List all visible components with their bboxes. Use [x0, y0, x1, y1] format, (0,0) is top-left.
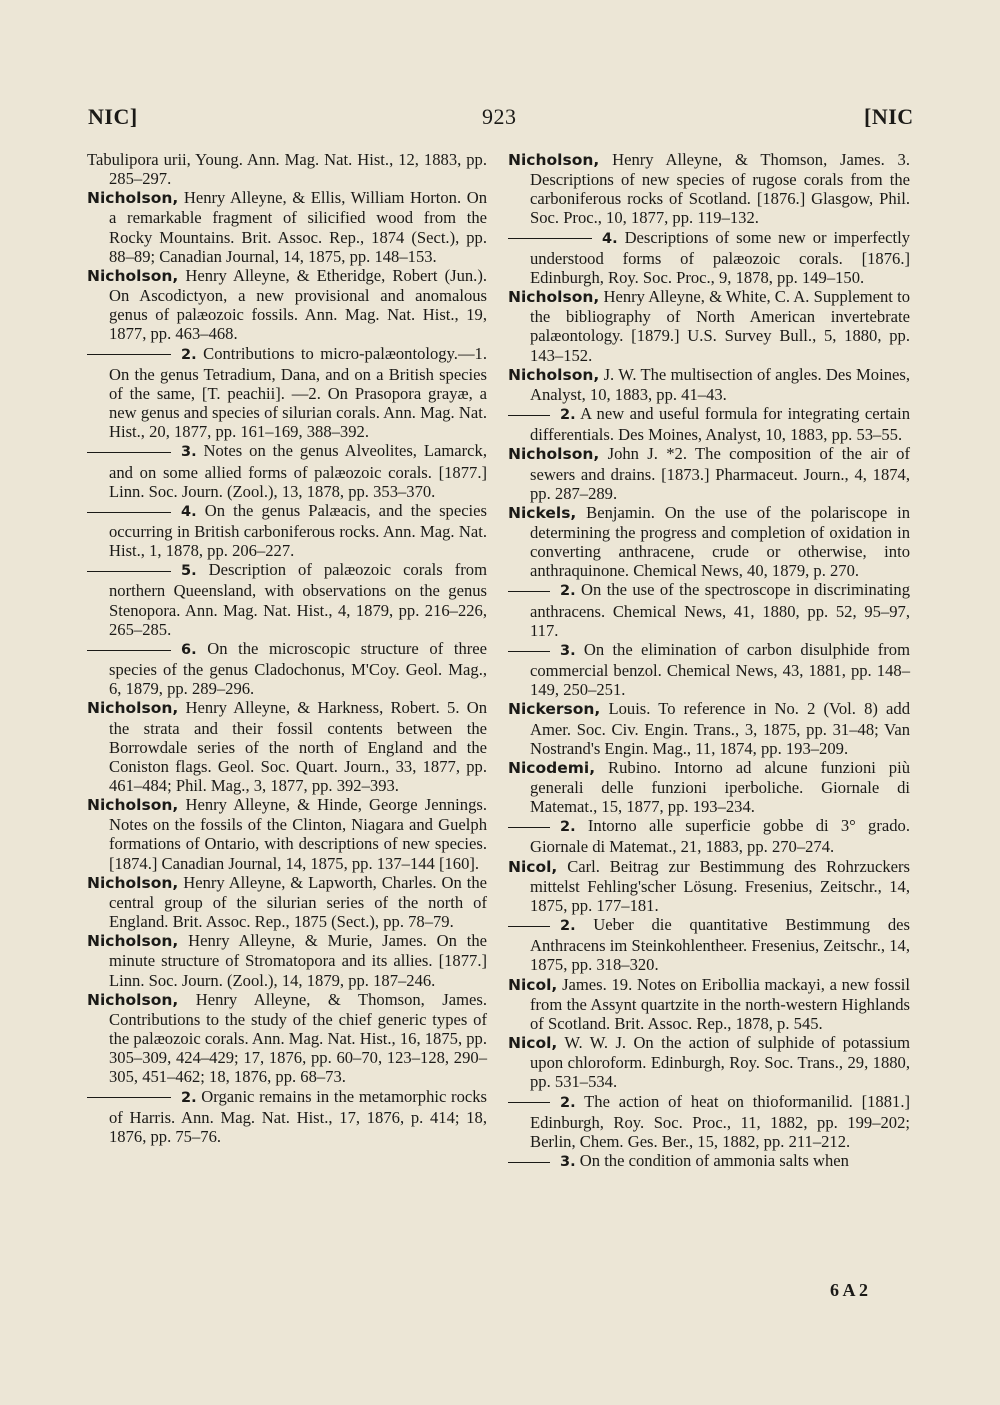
ditto-rule	[87, 650, 171, 651]
entry-text: Henry Alleyne, & Thomson, James. Contributions to the study of the chief generic types of the palæozoic corals. Ann. Mag. Nat. Hist., 16, 1875, pp. 305–309, 424–429; 17, 1876, pp. 60–70, 123–128, 290–305, 451–462; 18, 1876, pp. 68–73.	[109, 989, 487, 1087]
author-surname: Nicholson,	[87, 699, 179, 718]
entry-number: 3.	[560, 1153, 576, 1170]
author-surname: Nicholson,	[508, 445, 600, 464]
bibliography-entry	[87, 266, 487, 344]
author-surname: Nicol,	[508, 975, 558, 994]
entry-text: The action of heat on thioformanilid. [1881.] Edinburgh, Roy. Soc. Proc., 11, 1882, pp. 199–202; Berlin, Chem. Ges. Ber., 15, 1882, pp. 211–212.	[530, 1091, 910, 1151]
entry-number: 4.	[181, 503, 197, 520]
bibliography-entry	[508, 365, 910, 404]
entry-text: Henry Alleyne, & Murie, James. On the minute structure of Stromatopora and its allies. [1877.] Linn. Soc. Journ. (Zool.), 14, 1879, pp. 187–246.	[109, 931, 487, 990]
bibliography-entry	[87, 188, 487, 266]
bibliography-entry	[87, 931, 487, 989]
author-surname: Nicol,	[508, 1034, 558, 1053]
entry-text: Henry Alleyne, & Hinde, George Jennings. Notes on the fossils of the Clinton, Niagara and Guelph formations of Ontario, with descriptions of new species. [1874.] Canadian Journal, 14, 1875, pp. 137–144 [160].	[109, 795, 487, 873]
entry-text: James. 19. Notes on Eribollia mackayi, a new fossil from the Assynt quartzite in the north-western Highlands of Scotland. Brit. Assoc. Rep., 1878, p. 545.	[530, 974, 910, 1033]
entry-text: A new and useful formula for integrating certain differentials. Des Moines, Analyst, 10, 1883, pp. 53–55.	[530, 404, 910, 445]
ditto-rule	[508, 238, 592, 239]
entry-text: Organic remains in the metamorphic rocks of Harris. Ann. Mag. Nat. Hist., 17, 1876, p. 414; 18, 1876, pp. 75–76.	[109, 1086, 487, 1146]
ditto-rule	[87, 512, 171, 513]
entry-number: 4.	[602, 230, 618, 247]
bibliography-entry	[508, 915, 910, 974]
entry-text: Intorno alle superficie gobbe di 3° grado. Giornale di Matemat., 21, 1883, pp. 270–274.	[530, 816, 910, 857]
author-surname: Nicholson,	[87, 990, 179, 1009]
bibliography-entry	[508, 150, 910, 228]
bibliography-entry	[508, 503, 910, 581]
running-head-right: [NIC	[864, 104, 914, 129]
author-surname: Nicholson,	[87, 932, 179, 951]
entry-text: Henry Alleyne, & Ellis, William Horton. On a remarkable fragment of silicified wood from the Rocky Mountains. Brit. Assoc. Rep., 1874 (Sect.), pp. 88–89; Canadian Journal, 14, 1875, pp. 148–153.	[109, 188, 487, 266]
bibliography-entry	[508, 444, 910, 502]
bibliography-entry	[87, 1087, 487, 1146]
bibliography-entry	[87, 795, 487, 873]
bibliography-entry	[508, 857, 910, 915]
entry-text: Description of palæozoic corals from northern Queensland, with observations on the genus Stenopora. Ann. Mag. Nat. Hist., 4, 1879, pp. 216–226, 265–285.	[109, 560, 487, 639]
bibliography-entry	[508, 287, 910, 365]
entry-text: On the use of the spectroscope in discriminating anthracens. Chemical News, 41, 1880, pp. 52, 95–97, 117.	[530, 580, 910, 640]
ditto-rule	[508, 1102, 550, 1103]
entry-number: 2.	[560, 583, 576, 600]
page-number: 923	[482, 104, 517, 129]
entry-text: Benjamin. On the use of the polariscope in determining the progress and completion of oxidation in converting anthracene, crude or otherwise, into anthraquinone. Chemical News, 40, 1879, p. 270.	[530, 502, 910, 581]
author-surname: Nicholson,	[508, 365, 600, 384]
bibliography-entry	[87, 344, 487, 442]
entry-text: J. W. The multisection of angles. Des Moines, Analyst, 10, 1883, pp. 41–43.	[530, 364, 910, 404]
entry-text: On the condition of ammonia salts when	[579, 1150, 849, 1170]
right-column	[508, 150, 910, 1172]
author-surname: Nickerson,	[508, 700, 601, 719]
entry-text: W. W. J. On the action of sulphide of potassium upon chloroform. Edinburgh, Roy. Soc. Trans., 29, 1880, pp. 531–534.	[530, 1033, 910, 1092]
entry-text: Louis. To reference in No. 2 (Vol. 8) add Amer. Soc. Civ. Engin. Trans., 3, 1875, pp. 31–48; Van Nostrand's Engin. Mag., 11, 1874, pp. 193–209.	[530, 699, 910, 758]
author-surname: Nicholson,	[87, 266, 179, 285]
entry-number: 2.	[560, 819, 576, 836]
bibliography-entry	[508, 404, 910, 444]
bibliography-entry	[508, 1033, 910, 1091]
entry-number: 6.	[181, 641, 197, 658]
entry-text: Henry Alleyne, & Etheridge, Robert (Jun.). On Ascodictyon, a new provisional and anomalous genus of palæozoic fossils. Ann. Mag. Nat. Hist., 19, 1877, pp. 463–468.	[109, 265, 487, 344]
ditto-rule	[508, 591, 550, 592]
bibliography-entry	[508, 228, 910, 287]
ditto-rule	[508, 415, 550, 416]
entry-text: Contributions to micro-palæontology.—1. On the genus Tetradium, Dana, and on a British species of the same, [T. peachii]. —2. On Prasopora grayæ, a new genus and species of silurian corals. Ann. Mag. Nat. Hist., 20, 1877, pp. 161–169, 388–392.	[109, 343, 487, 442]
bibliography-entry	[87, 501, 487, 560]
entry-text: Henry Alleyne, & White, C. A. Supplement to the bibliography of North American invertebrate palæontology. [1879.] U.S. Survey Bull., 5, 1880, pp. 143–152.	[530, 287, 910, 365]
entry-number: 2.	[560, 407, 576, 424]
entry-number: 2.	[560, 1094, 576, 1111]
bibliography-entry	[87, 150, 487, 188]
bibliography-entry	[87, 873, 487, 931]
entry-text: Rubino. Intorno ad alcune funzioni più generali delle funzioni iperboliche. Giornale di Matemat., 15, 1877, pp. 193–234.	[530, 757, 910, 817]
entry-text: Ueber die quantitative Bestimmung des Anthracens im Steinkohlentheer. Fresenius, Zeitschr., 14, 1875, pp. 318–320.	[530, 915, 910, 975]
ditto-rule	[87, 354, 171, 355]
entry-number: 2.	[181, 346, 197, 363]
left-column	[87, 150, 487, 1146]
entry-text: Tabulipora urii, Young. Ann. Mag. Nat. Hist., 12, 1883, pp. 285–297.	[87, 150, 487, 189]
bibliography-entry	[508, 1092, 910, 1151]
ditto-rule	[87, 1097, 171, 1098]
author-surname: Nicholson,	[508, 151, 600, 169]
author-surname: Nickels,	[508, 503, 577, 522]
ditto-rule	[508, 827, 550, 828]
entry-number: 2.	[181, 1089, 197, 1106]
bibliography-entry	[508, 1151, 910, 1172]
entry-text: On the elimination of carbon disulphide from commercial benzol. Chemical News, 43, 1881, pp. 148–149, 250–251.	[530, 639, 910, 700]
author-surname: Nicholson,	[508, 288, 600, 307]
ditto-rule	[87, 452, 171, 453]
bibliography-entry	[508, 580, 910, 639]
entry-text: John J. *2. The composition of the air of sewers and drains. [1873.] Pharmaceut. Journ., 4, 1874, pp. 287–289.	[530, 444, 910, 503]
ditto-rule	[508, 651, 550, 652]
entry-number: 2.	[560, 918, 576, 935]
entry-text: On the microscopic structure of three species of the genus Cladochonus, M'Coy. Geol. Mag., 6, 1879, pp. 289–296.	[109, 638, 487, 699]
entry-text: Henry Alleyne, & Harkness, Robert. 5. On the strata and their fossil contents between the Borrowdale series of the north of England and the Coniston flags. Geol. Soc. Quart. Journ., 33, 1877, pp. 461–484; Phil. Mag., 3, 1877, pp. 392–393.	[109, 698, 487, 795]
entry-number: 3.	[560, 642, 576, 659]
bibliography-entry	[87, 639, 487, 698]
ditto-rule	[508, 1162, 550, 1163]
signature-mark: 6 A 2	[830, 1280, 869, 1300]
author-surname: Nicholson,	[87, 796, 179, 815]
entry-text: Notes on the genus Alveolites, Lamarck, and on some allied forms of palæozoic corals. [1877.] Linn. Soc. Journ. (Zool.), 13, 1878, pp. 353–370.	[109, 441, 487, 501]
entry-text: On the genus Palæacis, and the species occurring in British carboniferous rocks. Ann. Mag. Nat. Hist., 1, 1878, pp. 206–227.	[109, 500, 487, 561]
author-surname: Nicholson,	[87, 873, 179, 892]
bibliography-entry	[508, 640, 910, 699]
author-surname: Nicodemi,	[508, 758, 596, 777]
entry-text: Descriptions of some new or imperfectly understood forms of palæozoic corals. [1876.] Edinburgh, Roy. Soc. Proc., 9, 1878, pp. 149–150.	[530, 227, 910, 287]
entry-number: 3.	[181, 444, 197, 461]
ditto-rule	[508, 926, 550, 927]
entry-text: Carl. Beitrag zur Bestimmung des Rohrzuckers mittelst Fehling'scher Lösung. Fresenius, Zeitschr., 14, 1875, pp. 177–181.	[530, 856, 910, 915]
entry-number: 5.	[181, 563, 197, 580]
bibliography-entry	[87, 698, 487, 795]
bibliography-entry	[87, 560, 487, 639]
bibliography-entry	[508, 816, 910, 856]
bibliography-entry	[87, 990, 487, 1087]
bibliography-entry	[508, 699, 910, 757]
running-head-left: NIC]	[88, 104, 138, 129]
ditto-rule	[87, 571, 171, 572]
entry-text: Henry Alleyne, & Thomson, James. 3. Descriptions of new species of rugose corals from the carboniferous rocks of Scotland. [1876.] Glasgow, Phil. Soc. Proc., 10, 1877, pp. 119–132.	[530, 150, 911, 228]
bibliography-entry	[508, 758, 910, 816]
bibliography-entry	[87, 441, 487, 500]
entry-text: Henry Alleyne, & Lapworth, Charles. On the central group of the silurian series of the north of England. Brit. Assoc. Rep., 1875 (Sect.), pp. 78–79.	[109, 872, 487, 932]
bibliography-entry	[508, 975, 910, 1033]
author-surname: Nicholson,	[87, 189, 179, 208]
author-surname: Nicol,	[508, 857, 558, 876]
